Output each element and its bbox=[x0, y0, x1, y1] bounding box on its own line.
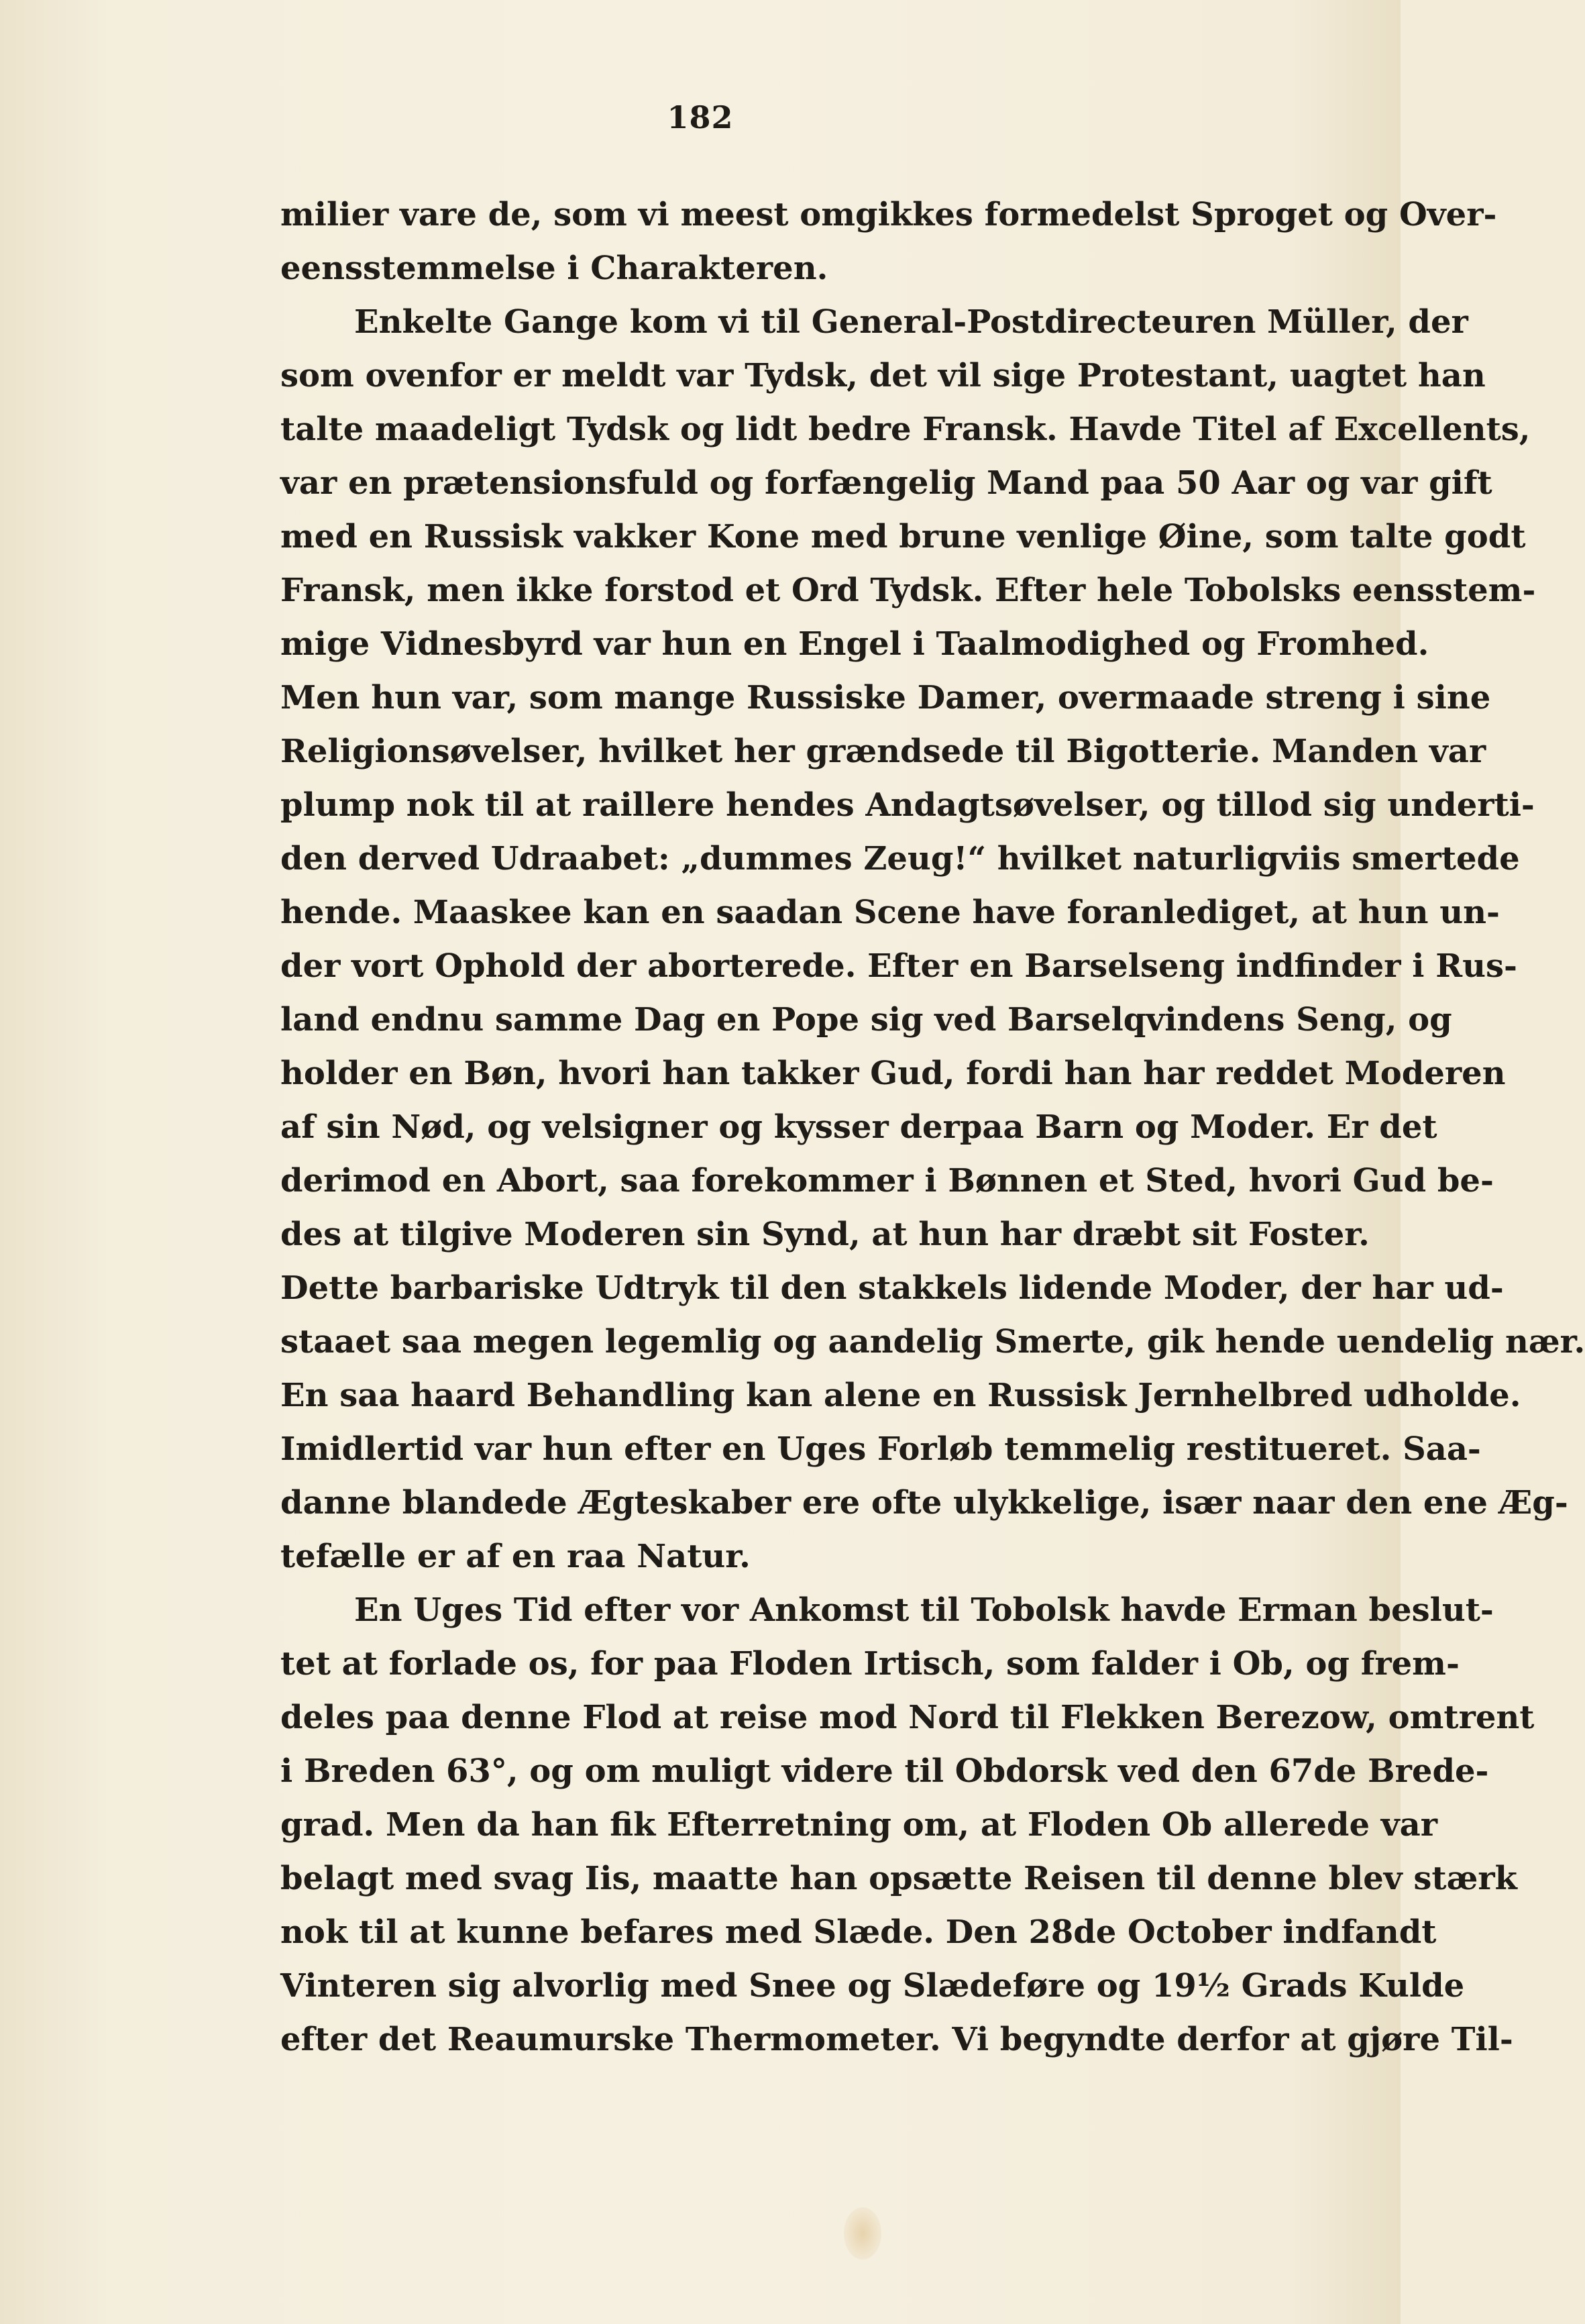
body-text bbox=[280, 188, 1585, 2066]
text-line: eensstemmelse i Charakteren. bbox=[280, 250, 828, 287]
text-line: Dette barbariske Udtryk til den stakkels lidende Moder, der har ud- bbox=[280, 1269, 1504, 1307]
paper-stain bbox=[844, 2207, 881, 2260]
text-line: staaet saa megen legemlig og aandelig Smerte, gik hende uendelig nær. bbox=[280, 1323, 1585, 1361]
text-line: der vort Ophold der aborterede. Efter en Barselseng indfinder i Rus- bbox=[280, 947, 1517, 985]
text-line: af sin Nød, og velsigner og kysser derpaa Barn og Moder. Er det bbox=[280, 1108, 1437, 1146]
text-line: hende. Maaskee kan en saadan Scene have foranlediget, at hun un- bbox=[280, 894, 1500, 931]
text-line: i Breden 63°, og om muligt videre til Obdorsk ved den 67de Brede- bbox=[280, 1752, 1489, 1790]
text-line: land endnu samme Dag en Pope sig ved Barselqvindens Seng, og bbox=[280, 1001, 1452, 1039]
text-line: som ovenfor er meldt var Tydsk, det vil sige Protestant, uagtet han bbox=[280, 357, 1486, 394]
text-line: mige Vidnesbyrd var hun en Engel i Taalmodighed og Fromhed. bbox=[280, 625, 1429, 663]
text-line: med en Russisk vakker Kone med brune venlige Øine, som talte godt bbox=[280, 518, 1526, 556]
page-number: 182 bbox=[667, 99, 734, 136]
text-line: tefælle er af en raa Natur. bbox=[280, 1538, 751, 1575]
text-line: Religionsøvelser, hvilket her grændsede til Bigotterie. Manden var bbox=[280, 733, 1486, 770]
text-line: Men hun var, som mange Russiske Damer, overmaade streng i sine bbox=[280, 679, 1491, 717]
text-line: danne blandede Ægteskaber ere ofte ulykkelige, især naar den ene Æg- bbox=[280, 1484, 1568, 1522]
text-line: deles paa denne Flod at reise mod Nord til Flekken Berezow, omtrent bbox=[280, 1699, 1535, 1736]
text-line: Fransk, men ikke forstod et Ord Tydsk. Efter hele Tobolsks eensstem- bbox=[280, 572, 1536, 609]
text-line: plump nok til at raillere hendes Andagtsøvelser, og tillod sig underti- bbox=[280, 786, 1535, 824]
text-line: des at tilgive Moderen sin Synd, at hun har dræbt sit Foster. bbox=[280, 1216, 1370, 1253]
text-line: Enkelte Gange kom vi til General-Postdirecteuren Müller, der bbox=[354, 303, 1468, 341]
text-line: belagt med svag Iis, maatte han opsætte Reisen til denne blev stærk bbox=[280, 1860, 1517, 1897]
text-line: var en prætensionsfuld og forfængelig Mand paa 50 Aar og var gift bbox=[280, 464, 1492, 502]
text-line: En Uges Tid efter vor Ankomst til Tobolsk havde Erman beslut- bbox=[354, 1591, 1494, 1629]
text-line: En saa haard Behandling kan alene en Russisk Jernhelbred udholde. bbox=[280, 1377, 1521, 1414]
text-line: milier vare de, som vi meest omgikkes formedelst Sproget og Over- bbox=[280, 196, 1497, 233]
text-line: Vinteren sig alvorlig med Snee og Slædeføre og 19½ Grads Kulde bbox=[280, 1967, 1465, 2005]
text-line: grad. Men da han fik Efterretning om, at Floden Ob allerede var bbox=[280, 1806, 1437, 1844]
text-line: holder en Bøn, hvori han takker Gud, fordi han har reddet Moderen bbox=[280, 1055, 1506, 1092]
text-line: nok til at kunne befares med Slæde. Den 28de October indfandt bbox=[280, 1913, 1437, 1951]
text-line: tet at forlade os, for paa Floden Irtisch, som falder i Ob, og frem- bbox=[280, 1645, 1460, 1683]
text-line: derimod en Abort, saa forekommer i Bønnen et Sted, hvori Gud be- bbox=[280, 1162, 1494, 1200]
text-line: talte maadeligt Tydsk og lidt bedre Fransk. Havde Titel af Excellents, bbox=[280, 411, 1531, 448]
text-line: Imidlertid var hun efter en Uges Forløb temmelig restitueret. Saa- bbox=[280, 1430, 1481, 1468]
text-line: efter det Reaumurske Thermometer. Vi begyndte derfor at gjøre Til- bbox=[280, 2021, 1513, 2058]
text-line: den derved Udraabet: „dummes Zeug!“ hvilket naturligviis smertede bbox=[280, 840, 1520, 878]
